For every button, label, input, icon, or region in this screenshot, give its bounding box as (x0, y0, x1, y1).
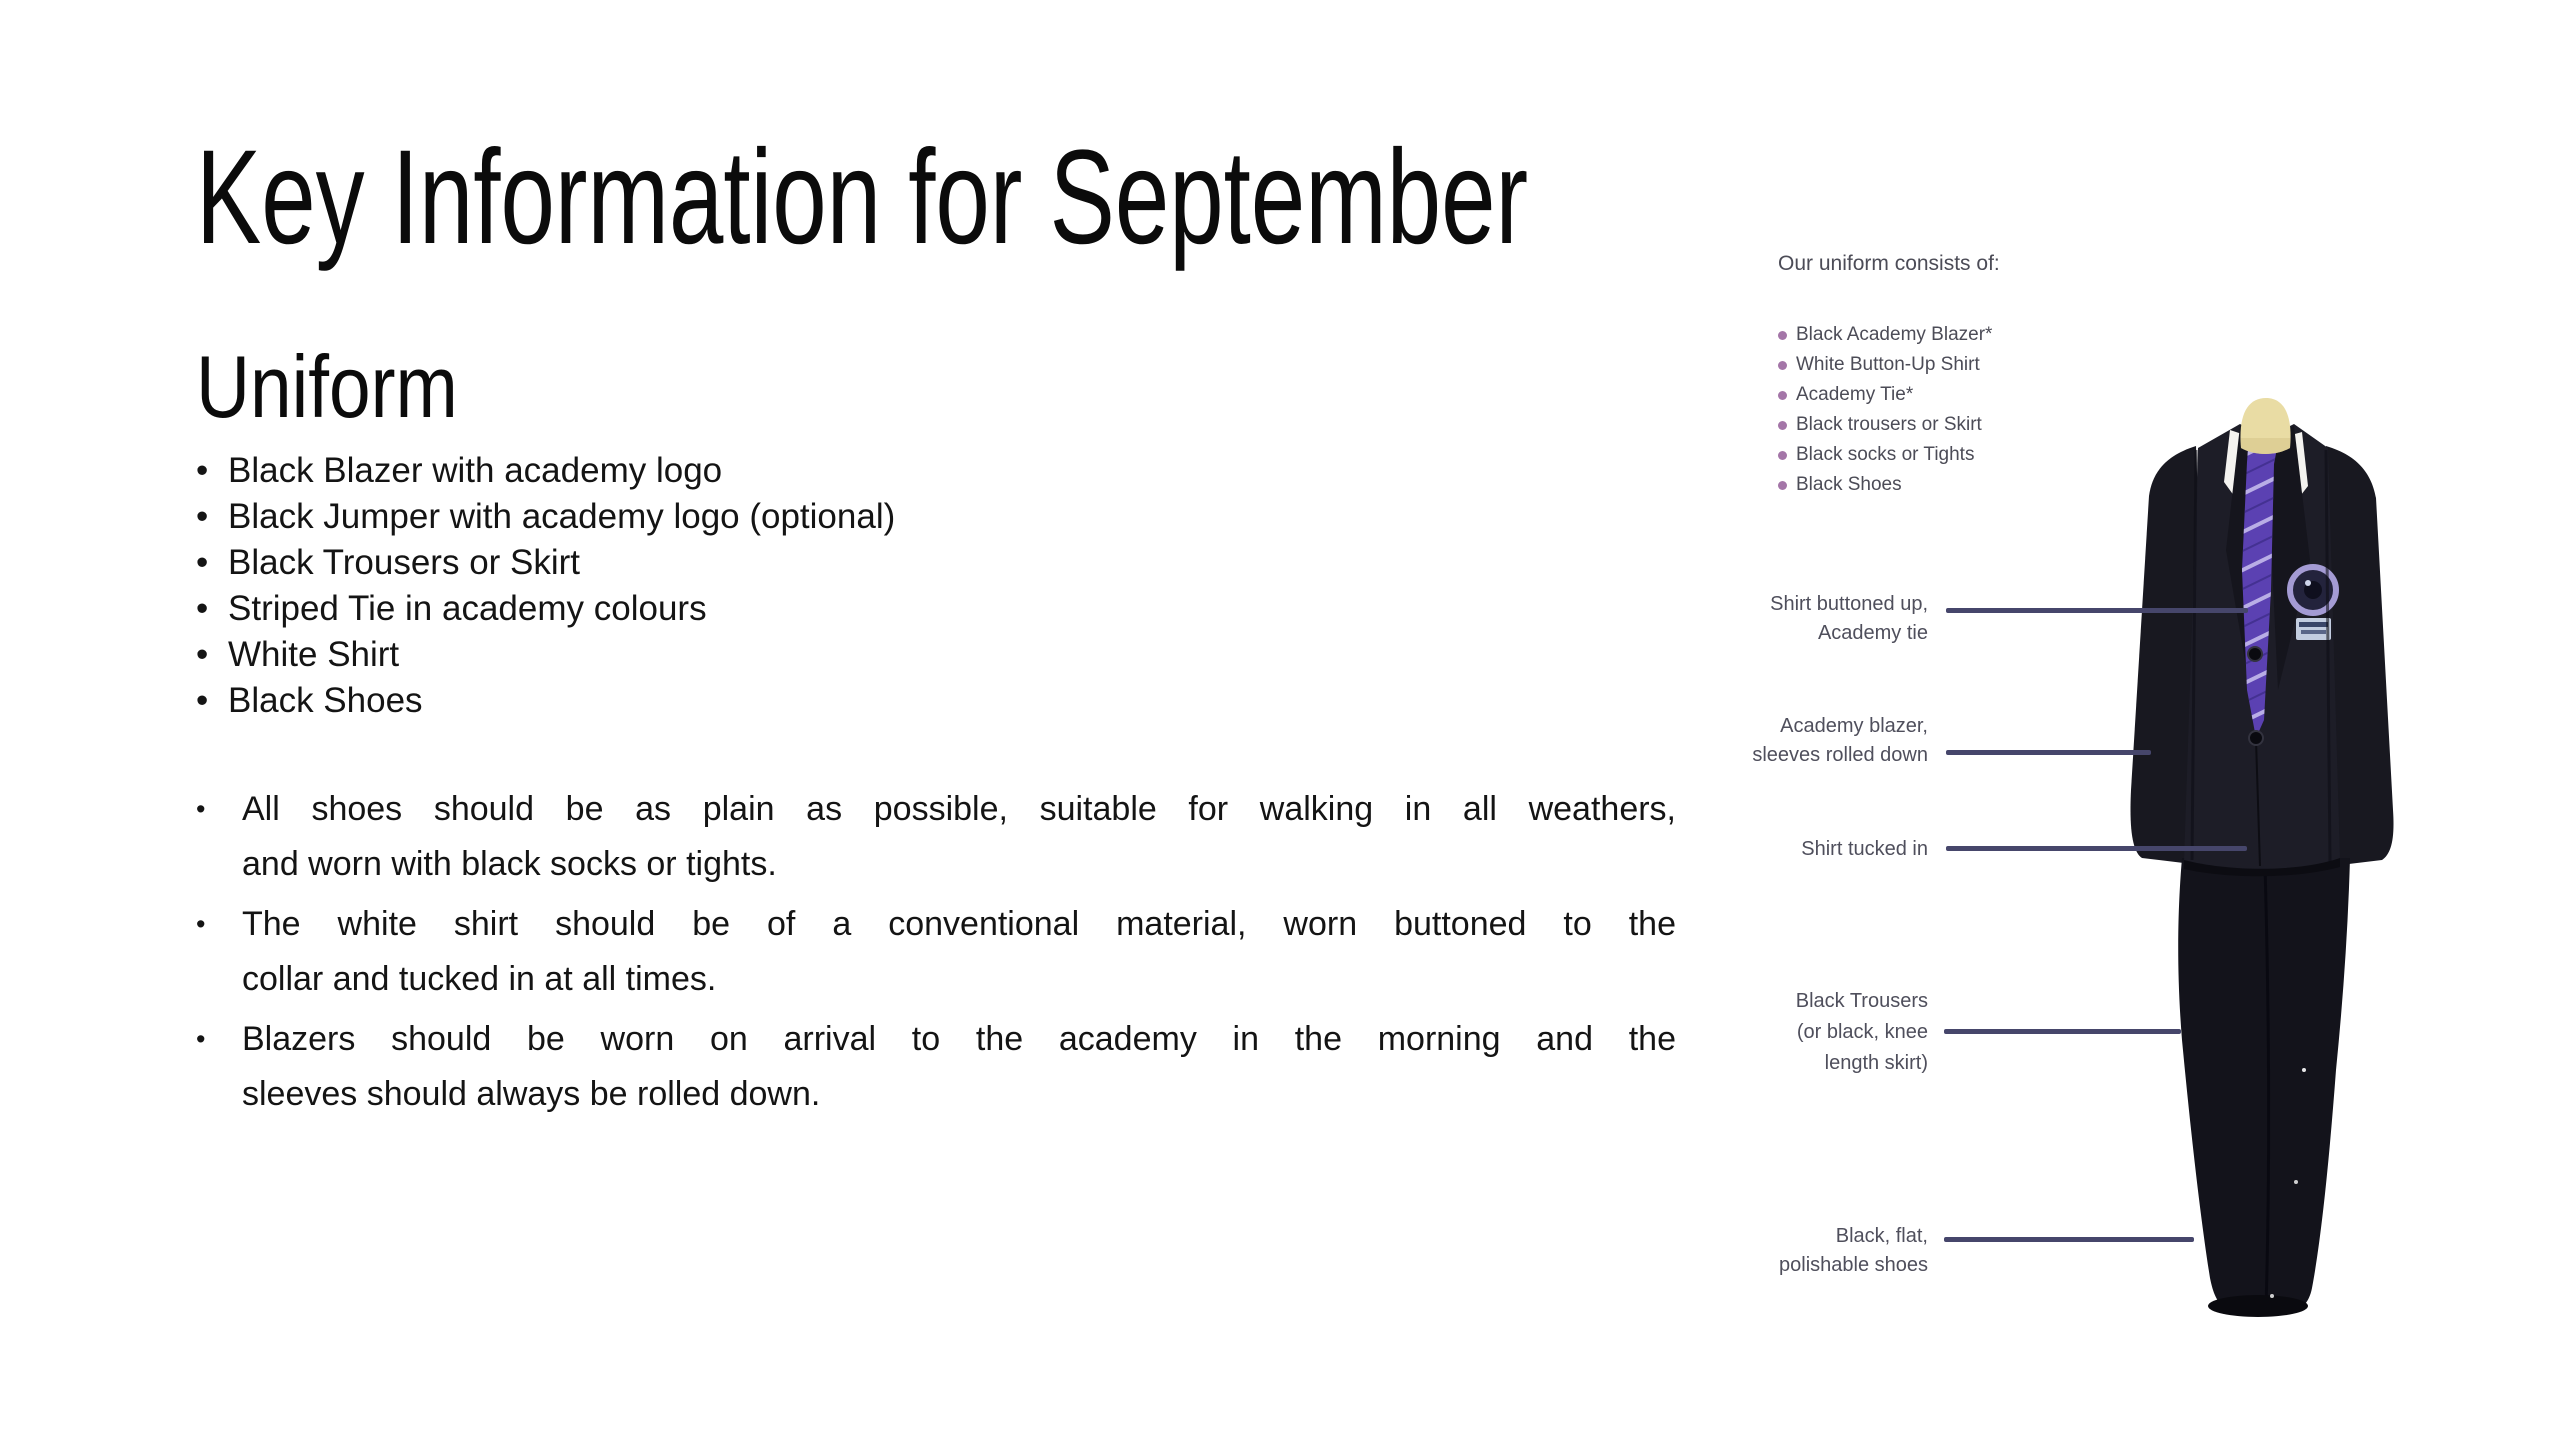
list-item (196, 448, 895, 494)
label-line: Shirt buttoned up, (1770, 593, 1928, 615)
list-item-label: Striped Tie in academy colours (228, 589, 707, 628)
label-line: Black, flat, (1835, 1225, 1928, 1247)
checklist-item-label: White Button-Up Shirt (1796, 354, 1980, 375)
bullet-icon: • (196, 497, 209, 536)
list-item (196, 540, 895, 586)
uniform-checklist (1778, 320, 1992, 500)
page-title: Key Information for September (196, 123, 1529, 272)
checklist-item (1778, 470, 1992, 500)
uniform-notes-list (196, 782, 1676, 1127)
label-line: (or black, knee (1796, 1021, 1928, 1043)
label-line: sleeves rolled down (1752, 744, 1928, 766)
section-heading: Uniform (196, 337, 458, 436)
shoe (2208, 1295, 2308, 1317)
note-item (196, 782, 1676, 892)
list-item-label: Black Jumper with academy logo (optional) (228, 497, 896, 536)
note-line: Blazers should be worn on arrival to the academy in the morning and the (242, 1020, 1676, 1058)
bullet-icon: • (196, 543, 209, 582)
figure-label-shirt-tucked (1801, 835, 1928, 864)
list-item (196, 632, 895, 678)
blazer-button (2249, 731, 2263, 745)
checklist-item-label: Black Shoes (1796, 474, 1902, 495)
label-line: Black Trousers (1795, 990, 1928, 1012)
list-item (196, 678, 895, 724)
list-item-label: Black Shoes (228, 681, 423, 720)
bullet-icon: • (196, 451, 209, 490)
list-item (196, 586, 895, 632)
figure-caption: Our uniform consists of: (1778, 252, 2000, 275)
bullet-dot-icon (1778, 481, 1787, 490)
note-text (242, 1012, 1676, 1122)
leader-line-academy-blazer (1946, 750, 2151, 755)
note-item (196, 897, 1676, 1007)
uniform-list (196, 448, 895, 724)
list-item-label: Black Trousers or Skirt (228, 543, 581, 582)
leader-line-shirt-tucked (1946, 846, 2247, 851)
bullet-icon: • (196, 909, 206, 939)
leader-line-shirt-buttoned (1946, 608, 2248, 613)
bullet-icon: • (196, 681, 209, 720)
note-item (196, 1012, 1676, 1122)
note-line: All shoes should be as plain as possible, suitable for walking in all weathers, (242, 790, 1676, 828)
list-item (196, 494, 895, 540)
checklist-item (1778, 320, 1992, 350)
mannequin-neck (2240, 398, 2290, 454)
checklist-item-label: Academy Tie* (1796, 384, 1914, 405)
note-line: collar and tucked in at all times. (242, 960, 717, 998)
label-line: Shirt tucked in (1801, 838, 1928, 860)
checklist-item (1778, 350, 1992, 380)
bullet-icon: • (196, 635, 209, 674)
checklist-item-label: Black Academy Blazer* (1796, 324, 1993, 345)
checklist-item (1778, 380, 1992, 410)
checklist-item (1778, 440, 1992, 470)
bullet-dot-icon (1778, 451, 1787, 460)
label-line: polishable shoes (1779, 1254, 1928, 1276)
uniform-photo (2100, 390, 2420, 1330)
list-item-label: White Shirt (228, 635, 400, 674)
leader-line-black-trousers (1944, 1029, 2181, 1034)
checklist-item-label: Black socks or Tights (1796, 444, 1975, 465)
figure-label-academy-blazer (1752, 712, 1928, 770)
bullet-dot-icon (1778, 421, 1787, 430)
label-line: length skirt) (1824, 1052, 1928, 1074)
blazer-button (2248, 647, 2262, 661)
checklist-item (1778, 410, 1992, 440)
bullet-dot-icon (1778, 361, 1787, 370)
bullet-icon: • (196, 1024, 206, 1054)
bullet-dot-icon (1778, 331, 1787, 340)
label-line: Academy blazer, (1780, 715, 1928, 737)
note-line: sleeves should always be rolled down. (242, 1075, 821, 1113)
bullet-dot-icon (1778, 391, 1787, 400)
bullet-icon: • (196, 794, 206, 824)
note-text (242, 897, 1676, 1007)
note-line: The white shirt should be of a conventional material, worn buttoned to the (242, 905, 1676, 943)
bullet-icon: • (196, 589, 209, 628)
leader-line-polishable-shoes (1944, 1237, 2194, 1242)
checklist-item-label: Black trousers or Skirt (1796, 414, 1982, 435)
trousers (2178, 858, 2350, 1317)
list-item-label: Black Blazer with academy logo (228, 451, 723, 490)
figure-label-black-trousers (1796, 986, 1928, 1079)
figure-label-polishable-shoes (1779, 1222, 1928, 1280)
figure-label-shirt-buttoned (1770, 590, 1928, 648)
note-text (242, 782, 1676, 892)
label-line: Academy tie (1817, 622, 1928, 644)
note-line: and worn with black socks or tights. (242, 845, 777, 883)
